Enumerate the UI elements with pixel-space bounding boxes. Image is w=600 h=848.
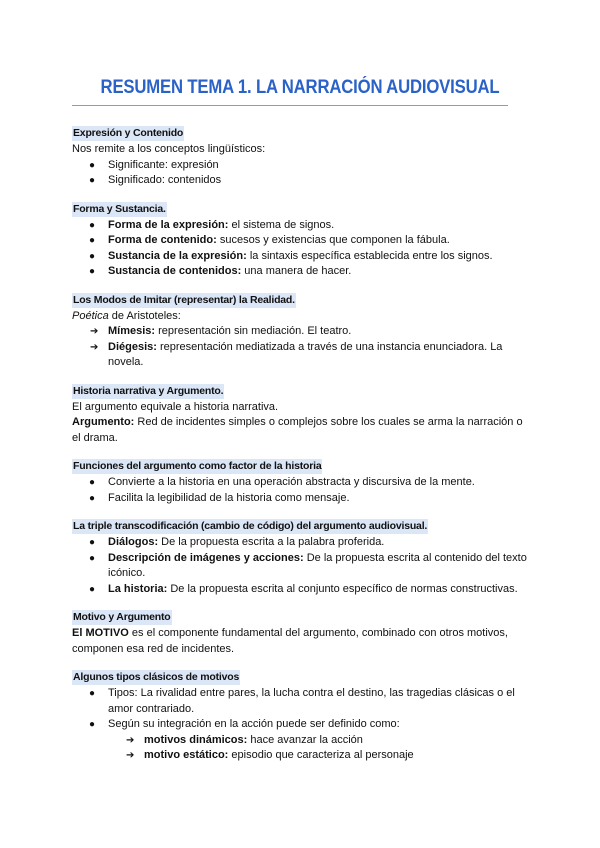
section-intro: Poética de Aristoteles:	[72, 309, 181, 322]
bullet-icon: ●	[89, 219, 96, 231]
list-item: ➔ Mímesis: representación sin mediación. El teatro.	[72, 324, 528, 340]
paragraph: El argumento equivale a historia narrativa.	[72, 400, 279, 413]
list-item: ● Diálogos: De la propuesta escrita a la palabra proferida.	[72, 535, 528, 551]
bullet-icon: ●	[89, 537, 96, 548]
section-forma-sustancia	[72, 202, 528, 280]
arrow-icon: ➔	[90, 326, 99, 337]
section-triple-transcodificacion	[72, 519, 528, 597]
list-item: ● Facilita la legibilidad de la historia como mensaje.	[72, 491, 528, 507]
list-item: ● Según su integración en la acción puede ser definido como:	[72, 717, 528, 733]
list-item: ● Sustancia de la expresión: la sintaxis específica establecida entre los signos.	[72, 249, 528, 265]
section-heading: Motivo y Argumento	[73, 611, 171, 623]
bullet-icon: ●	[89, 175, 96, 186]
list-item: ● Sustancia de contenidos: una manera de hacer.	[72, 264, 528, 280]
section-heading: Expresión y Contenido	[73, 127, 184, 139]
paragraph: Argumento: Red de incidentes simples o complejos sobre los cuales se arma la narración o el drama.	[72, 416, 523, 444]
list-item: ● Significante: expresión	[72, 158, 528, 174]
arrow-icon: ➔	[126, 734, 135, 746]
bullet-list	[72, 158, 528, 189]
list-item: ➔ motivos dinámicos: hace avanzar la acción	[72, 733, 528, 749]
section-heading: Historia narrativa y Argumento.	[73, 384, 224, 397]
bullet-icon: ●	[89, 266, 96, 277]
paragraph: El MOTIVO es el componente fundamental del argumento, combinado con otros motivos, componen esa red de incidentes.	[72, 627, 508, 655]
section-heading: La triple transcodificación (cambio de código) del argumento audiovisual.	[73, 520, 428, 532]
section-intro: Nos remite a los conceptos lingüísticos:	[72, 143, 266, 155]
document-content	[72, 126, 528, 777]
bullet-icon: ●	[89, 250, 96, 262]
section-motivo-argumento	[72, 610, 528, 657]
list-item: ● La historia: De la propuesta escrita al conjunto específico de normas constructivas.	[72, 582, 528, 598]
arrow-icon: ➔	[126, 750, 135, 761]
list-item: ● Descripción de imágenes y acciones: De la propuesta escrita al contenido del texto icónico.	[89, 551, 527, 579]
section-historia-argumento	[72, 384, 528, 447]
bullet-icon: ●	[89, 159, 96, 171]
section-expresion-contenido	[72, 126, 528, 189]
bullet-list	[72, 475, 528, 506]
bullet-icon: ●	[89, 719, 96, 730]
section-heading: Funciones del argumento como factor de la historia	[73, 460, 322, 472]
list-item: ● Convierte a la historia en una operación abstracta y discursiva de la mente.	[72, 475, 528, 491]
list-item: ● Forma de la expresión: el sistema de signos.	[72, 218, 528, 234]
title-divider	[72, 105, 508, 106]
bullet-icon: ●	[89, 477, 96, 488]
list-item: ➔ motivo estático: episodio que caracteriza al personaje	[72, 748, 528, 764]
list-item: ● Tipos: La rivalidad entre pares, la lucha contra el destino, las tragedias clásicas o el amor contrariado.	[89, 687, 515, 715]
arrow-sublist	[72, 733, 528, 764]
arrow-icon: ➔	[90, 341, 99, 353]
section-funciones-argumento	[72, 459, 528, 506]
page-title: RESUMEN TEMA 1. LA NARRACIÓN AUDIOVISUAL	[100, 77, 500, 98]
bullet-icon: ●	[89, 235, 96, 246]
bullet-icon: ●	[89, 688, 96, 699]
section-tipos-motivos	[72, 670, 528, 764]
list-item: ➔ Diégesis: representación mediatizada a través de una instancia enunciadora. La novela.	[90, 340, 503, 368]
bullet-list	[72, 535, 528, 597]
bullet-list	[72, 218, 528, 280]
section-heading: Los Modos de Imitar (representar) la Realidad.	[73, 293, 295, 306]
section-heading: Forma y Sustancia.	[73, 202, 166, 215]
bullet-icon: ●	[89, 552, 96, 564]
list-item: ● Forma de contenido: sucesos y existencias que componen la fábula.	[72, 233, 528, 249]
section-heading: Algunos tipos clásicos de motivos	[73, 671, 240, 683]
bullet-icon: ●	[89, 492, 96, 504]
arrow-list	[72, 324, 528, 371]
bullet-icon: ●	[89, 583, 96, 595]
bullet-list	[72, 686, 528, 733]
list-item: ● Significado: contenidos	[72, 173, 528, 189]
section-modos-imitar	[72, 293, 528, 371]
